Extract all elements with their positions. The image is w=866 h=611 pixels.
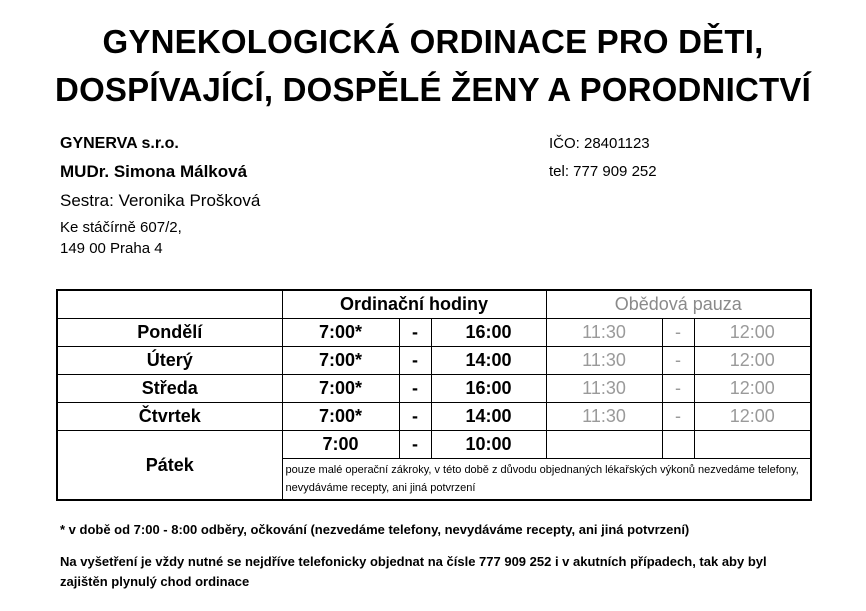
header-lunch-break: Obědová pauza (546, 290, 811, 319)
lunch-from: 11:30 (546, 319, 662, 347)
dash: - (399, 403, 431, 431)
lunch-from-empty (546, 431, 662, 459)
lunch-dash: - (662, 347, 694, 375)
page-title-line2: DOSPÍVAJÍCÍ, DOSPĚLÉ ŽENY A PORODNICTVÍ (55, 71, 811, 108)
address-city: 149 00 Praha 4 (60, 240, 163, 257)
header-office-hours: Ordinační hodiny (282, 290, 546, 319)
lunch-to: 12:00 (694, 319, 811, 347)
lunch-dash: - (662, 403, 694, 431)
day-cell: Úterý (57, 347, 282, 375)
time-from: 7:00* (282, 319, 399, 347)
friday-note: pouze malé operační zákroky, v této době z důvodu objednaných lékařských výkonů nezvedáme telefony, nevydáváme recepty, ani jiná potvrzení (282, 459, 811, 501)
table-row (57, 375, 811, 403)
time-to: 16:00 (431, 375, 546, 403)
time-from: 7:00* (282, 403, 399, 431)
time-from: 7:00* (282, 375, 399, 403)
lunch-to: 12:00 (694, 375, 811, 403)
table-row (57, 403, 811, 431)
table-row-friday (57, 431, 811, 459)
table-row (57, 347, 811, 375)
time-from: 7:00* (282, 347, 399, 375)
time-to: 14:00 (431, 403, 546, 431)
phone-number: tel: 777 909 252 (549, 163, 657, 180)
table-row (57, 319, 811, 347)
day-cell-friday: Pátek (57, 431, 282, 501)
time-from: 7:00 (282, 431, 399, 459)
lunch-to: 12:00 (694, 347, 811, 375)
footnote-appointment-line1: Na vyšetření je vždy nutné se nejdříve telefonicky objednat na čísle 777 909 252 i v akutních případech, tak aby byl (60, 554, 767, 569)
nurse-name: Sestra: Veronika Prošková (60, 191, 261, 210)
time-to: 16:00 (431, 319, 546, 347)
doctor-name: MUDr. Simona Málková (60, 162, 248, 181)
lunch-from: 11:30 (546, 375, 662, 403)
dash: - (399, 375, 431, 403)
day-cell: Pondělí (57, 319, 282, 347)
company-name: GYNERVA s.r.o. (60, 135, 179, 152)
time-to: 10:00 (431, 431, 546, 459)
office-hours-table (56, 289, 812, 501)
lunch-from: 11:30 (546, 347, 662, 375)
dash: - (399, 347, 431, 375)
ico-number: IČO: 28401123 (549, 135, 650, 152)
header-empty-cell (57, 290, 282, 319)
page-title-line1: GYNEKOLOGICKÁ ORDINACE PRO DĚTI, (102, 23, 764, 60)
day-cell: Středa (57, 375, 282, 403)
lunch-dash-empty (662, 431, 694, 459)
time-to: 14:00 (431, 347, 546, 375)
table-header-row (57, 290, 811, 319)
dash: - (399, 319, 431, 347)
footnote-sampling: * v době od 7:00 - 8:00 odběry, očkování (nezvedáme telefony, nevydáváme recepty, ani jiná potvrzení) (60, 522, 690, 537)
lunch-dash: - (662, 319, 694, 347)
day-cell: Čtvrtek (57, 403, 282, 431)
address-street: Ke stáčírně 607/2, (60, 219, 182, 236)
lunch-to: 12:00 (694, 403, 811, 431)
footnote-appointment-line2: zajištěn plynulý chod ordinace (60, 574, 250, 589)
lunch-to-empty (694, 431, 811, 459)
lunch-dash: - (662, 375, 694, 403)
lunch-from: 11:30 (546, 403, 662, 431)
dash: - (399, 431, 431, 459)
